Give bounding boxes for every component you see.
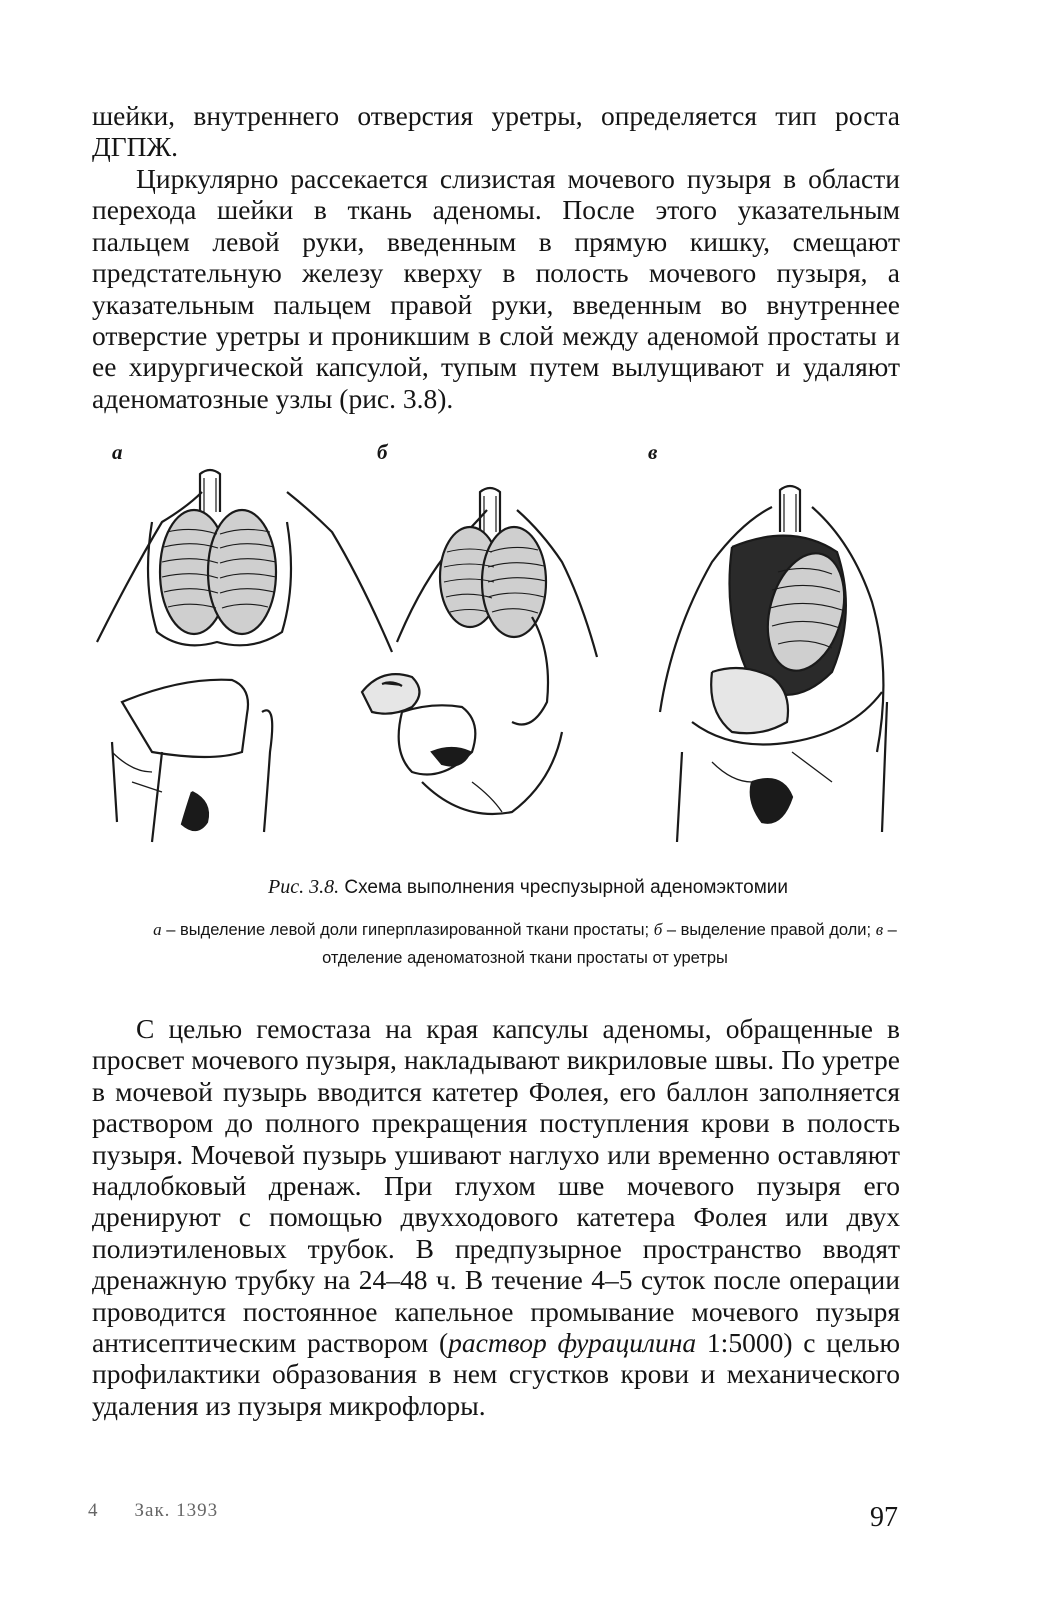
paragraph-1: шейки, внутреннего отверстия уретры, определяется тип роста ДГПЖ. (92, 100, 900, 163)
paragraph-2-text: Циркулярно рассекается слизистая мочевого пузыря в области перехода шейки в ткань аденомы. После этого указательным пальцем левой руки, введенным в прямую кишку, смещают предстательную железу кверху в полость мочевого пузыря, а указательным пальцем правой руки, введенным во внутреннее отверстие уретры и проникшим в слой между аденомой простаты и ее хирургической капсулой, тупым путем вылущивают и удаляют аденоматозные узлы (рис. 3.8). (92, 163, 900, 414)
caption-number: Рис. 3.8. (268, 876, 340, 898)
figure-caption-title (0, 876, 1056, 899)
paragraph-3 (92, 1013, 900, 1421)
paragraph-2 (92, 163, 900, 414)
panel-a-drawing (97, 470, 392, 842)
footer-print-mark (88, 1500, 218, 1522)
signature-number: 4 (88, 1500, 99, 1521)
figure-label-a: а (112, 440, 123, 464)
caption-item-v-letter: в (875, 920, 884, 939)
figure-3-8 (92, 440, 900, 862)
caption-item-a-letter: а (153, 920, 162, 939)
caption-item-a-text: – выделение левой доли гиперплазированной ткани простаты; (161, 921, 654, 939)
page-number: 97 (870, 1502, 898, 1533)
paragraph-3-text-b: 1:5000) с целью профилактики образования в нем сгустков крови и механического удаления из пузыря микрофлоры. (92, 1327, 900, 1421)
paragraph-3-italic-term: раствор фурацилина (448, 1327, 697, 1359)
order-number: Зак. 1393 (134, 1500, 219, 1521)
figure-label-b: б (377, 440, 388, 464)
panel-c-drawing (660, 486, 887, 842)
panel-b-drawing (362, 488, 597, 814)
figure-caption-legend (140, 916, 910, 972)
figure-illustration (92, 452, 900, 862)
caption-item-v-text: – отделение аденоматозной ткани простаты от уретры (322, 921, 897, 967)
figure-label-v: в (648, 440, 658, 464)
paragraph-3-text-a: С целью гемостаза на края капсулы аденомы, обращенные в просвет мочевого пузыря, накладывают викриловые швы. По уретре в мочевой пузырь вводится катетер Фолея, его баллон заполняется раствором до полного прекращения поступления крови в полость пузыря. Мочевой пузырь ушивают наглухо или временно оставляют надлобковый дренаж. При глухом шве мочевого пузыря его дренируют с помощью двухходового катетера Фолея или двух полиэтиленовых трубок. В предпузырное пространство вводят дренажную трубку на 24–48 ч. В течение 4–5 суток после операции проводится постоянное капельное промывание мочевого пузыря антисептическим раствором ( (92, 1013, 900, 1359)
caption-title-text: Схема выполнения чреспузырной аденомэктомии (344, 877, 788, 898)
caption-item-b-letter: б (653, 920, 663, 939)
caption-item-b-text: – выделение правой доли; (662, 921, 876, 939)
